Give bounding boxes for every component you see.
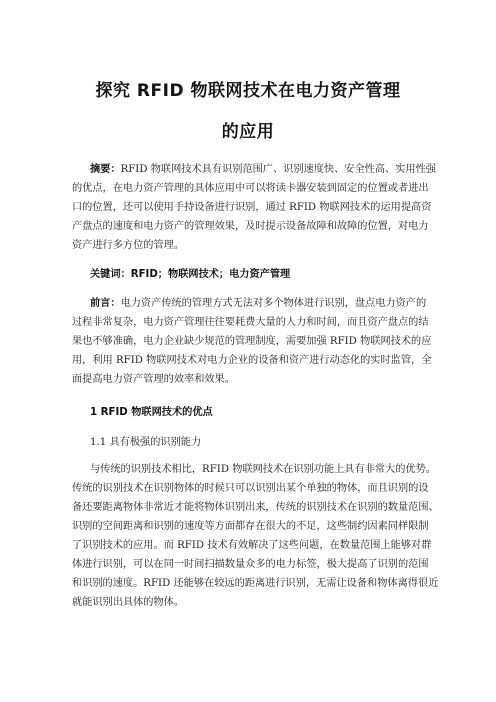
abstract-text: RFID 物联网技术具有识别范围广、识别速度快、安全性高、实用性强: [120, 164, 436, 175]
subsection-heading: 1.1 具有极强的识别能力: [90, 437, 202, 448]
preface-line: 面提高电力资产管理的效率和效果。: [72, 374, 235, 385]
abstract-line: 资产进行多方位的管理。: [72, 240, 185, 251]
document-title-line-1: 探究 RFID 物联网技术在电力资产管理: [95, 81, 401, 101]
abstract-line: 的优点，在电力资产管理的具体应用中可以将读卡器安装到固定的位置或者进出: [72, 183, 429, 194]
body-line: 了识别技术的应用。而 RFID 技术有效解决了这些问题，在数量范围上能够对群: [72, 540, 432, 551]
body-line: 体进行识别，可以在同一时间扫描数量众多的电力标签，极大提高了识别的范围: [72, 559, 429, 570]
body-line: 与传统的识别技术相比，RFID 物联网技术在识别功能上具有非常大的优势。: [90, 464, 436, 475]
document-title-line-2: 的应用: [221, 122, 275, 142]
preface-label: 前言：: [90, 298, 121, 309]
preface-text: 电力资产传统的管理方式无法对多个物体进行识别，盘点电力资产的: [120, 298, 427, 309]
section-heading: 1 RFID 物联网技术的优点: [90, 407, 213, 418]
body-line: 和识别的速度。RFID 还能够在较远的距离进行识别，无需让设备和物体离得很近: [72, 578, 439, 589]
abstract-line: [90, 163, 436, 176]
body-line: 备还要距离物体非常近才能将物体识别出来，传统的识别技术在识别的数量范围、: [72, 502, 439, 513]
preface-line: 用，利用 RFID 物联网技术对电力企业的设备和资产进行动态化的实时监管，全: [72, 355, 432, 366]
abstract-line: 口的位置，还可以使用手持设备进行识别，通过 RFID 物联网技术的运用提高资: [72, 202, 432, 213]
preface-line: 过程非常复杂，电力资产管理往往要耗费大量的人力和时间，而且资产盘点的结: [72, 317, 429, 328]
body-line: 识别的空间距离和识别的速度等方面都存在很大的不足，这些制约因素同样限制: [72, 521, 429, 532]
preface-line: [90, 297, 426, 310]
body-line: 传统的识别技术在识别物体的时候只可以识别出某个单独的物体，而且识别的设: [72, 483, 429, 494]
keywords-line: 关键词：RFID；物联网技术；电力资产管理: [90, 269, 291, 280]
abstract-label: 摘要：: [90, 164, 121, 175]
body-line: 就能识别出具体的物体。: [72, 597, 185, 608]
preface-line: 果也不够准确，电力企业缺少规范的管理制度，需要加强 RFID 物联网技术的应: [72, 336, 432, 347]
abstract-line: 产盘点的速度和电力资产的管理效果，及时提示设备故障和故障的位置，对电力: [72, 221, 429, 232]
